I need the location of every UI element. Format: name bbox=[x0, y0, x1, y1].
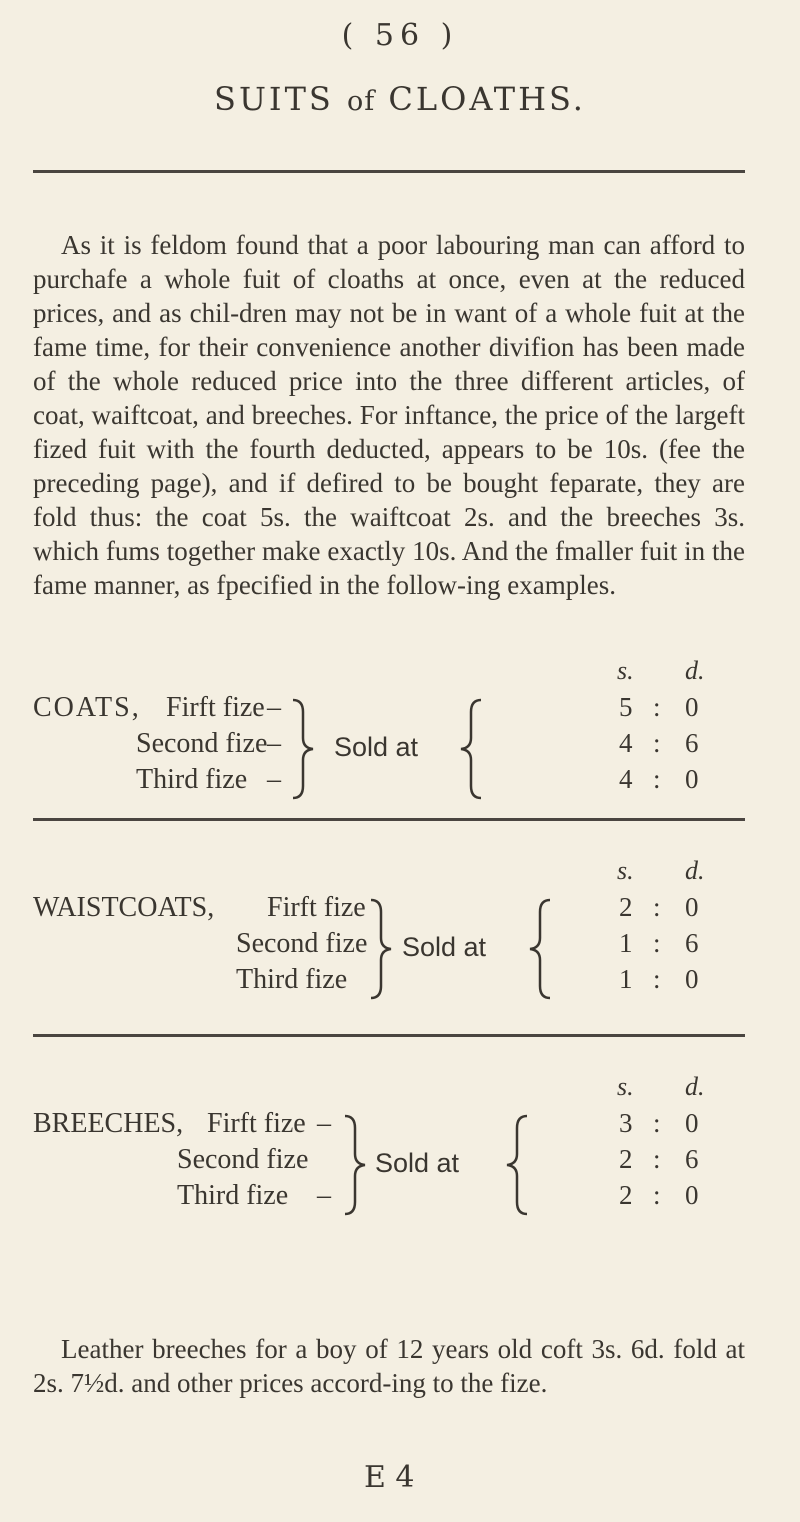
breeches-shillings-2: 2 bbox=[619, 1144, 633, 1174]
breeches-shillings-3: 2 bbox=[619, 1180, 633, 1210]
title-rest: CLOATHS. bbox=[388, 80, 586, 118]
coats-pence-2: 6 bbox=[685, 728, 699, 758]
waistcoats-colon-2: : bbox=[653, 928, 661, 958]
waistcoats-shillings-3: 1 bbox=[619, 964, 633, 994]
title-main: SUITS bbox=[214, 80, 334, 118]
title-of: of bbox=[347, 86, 376, 117]
waistcoats-heading: WAISTCOATS, bbox=[33, 892, 215, 923]
breeches-pence-header: d. bbox=[685, 1072, 705, 1101]
breeches-sold-at: Sold at bbox=[375, 1148, 460, 1178]
coats-dash-1: – bbox=[267, 692, 281, 723]
waistcoats-sold-at: Sold at bbox=[402, 932, 487, 962]
waistcoats-colon-1: : bbox=[653, 892, 661, 922]
coats-size-3: Third fize bbox=[136, 764, 248, 795]
waistcoats-size-3: Third fize bbox=[236, 964, 348, 995]
breeches-dash-3: – bbox=[317, 1180, 331, 1211]
breeches-size-3: Third fize bbox=[177, 1180, 289, 1211]
coats-shillings-header: s. bbox=[617, 656, 634, 685]
coats-size-2: Second fize bbox=[136, 728, 268, 759]
title-rule bbox=[33, 170, 745, 173]
waistcoats-size-1: Firft fize bbox=[267, 892, 366, 923]
coats-colon-1: : bbox=[653, 692, 661, 722]
breeches-colon-1: : bbox=[653, 1108, 661, 1138]
coats-dash-3: – bbox=[267, 764, 281, 795]
intro-paragraph bbox=[33, 228, 745, 602]
footnote-text: Leather breeches for a boy of 12 years old coft 3s. 6d. fold at 2s. 7½d. and other prices accord-ing to the fize. bbox=[33, 1334, 745, 1398]
waistcoats-shillings-header: s. bbox=[617, 856, 634, 885]
coats-pence-3: 0 bbox=[685, 764, 699, 794]
coats-size-1: Firft fize bbox=[166, 692, 265, 723]
coats-shillings-2: 4 bbox=[619, 728, 633, 758]
coats-dash-2: – bbox=[267, 728, 281, 759]
footnote-paragraph bbox=[33, 1332, 745, 1400]
breeches-size-1: Firft fize bbox=[207, 1108, 306, 1139]
coats-shillings-3: 4 bbox=[619, 764, 633, 794]
waistcoats-shillings-1: 2 bbox=[619, 892, 633, 922]
breeches-pence-1: 0 bbox=[685, 1108, 699, 1138]
breeches-right-brace bbox=[503, 1114, 529, 1216]
breeches-pence-3: 0 bbox=[685, 1180, 699, 1210]
breeches-left-brace bbox=[343, 1114, 369, 1216]
waistcoats-colon-3: : bbox=[653, 964, 661, 994]
waistcoats-right-brace bbox=[526, 898, 552, 1000]
coats-pence-1: 0 bbox=[685, 692, 699, 722]
breeches-colon-2: : bbox=[653, 1144, 661, 1174]
page-title bbox=[0, 80, 800, 118]
coats-left-brace bbox=[291, 698, 317, 800]
waistcoats-pence-1: 0 bbox=[685, 892, 699, 922]
page-number: ( 56 ) bbox=[341, 18, 459, 53]
breeches-dash-1: – bbox=[317, 1108, 331, 1139]
waistcoats-left-brace bbox=[369, 898, 395, 1000]
waistcoats-size-2: Second fize bbox=[236, 928, 368, 959]
coats-shillings-1: 5 bbox=[619, 692, 633, 722]
coats-heading: COATS, bbox=[33, 692, 141, 723]
coats-sold-at: Sold at bbox=[334, 732, 419, 762]
coats-rule bbox=[33, 818, 745, 821]
coats-table bbox=[33, 656, 773, 795]
coats-right-brace bbox=[457, 698, 483, 800]
waistcoats-pence-3: 0 bbox=[685, 964, 699, 994]
intro-text: As it is feldom found that a poor labouring man can afford to purchafe a whole fuit of cloaths at once, even at the reduced prices, and as chil-dren may not be in want of a whole fuit at the fame time, for their convenience another divifion has been made of the whole reduced price into the three different articles, of coat, waiftcoat, and breeches. For inftance, the price of the largeft fized fuit with the fourth deducted, appears to be 10s. (fee the preceding page), and if defired to be bought feparate, they are fold thus: the coat 5s. the waiftcoat 2s. and the breeches 3s. which fums together make exactly 10s. And the fmaller fuit in the fame manner, as fpecified in the follow-ing examples. bbox=[33, 230, 745, 600]
waistcoats-pence-header: d. bbox=[685, 856, 705, 885]
breeches-heading: BREECHES, bbox=[33, 1108, 184, 1139]
coats-colon-3: : bbox=[653, 764, 661, 794]
coats-colon-2: : bbox=[653, 728, 661, 758]
breeches-colon-3: : bbox=[653, 1180, 661, 1210]
coats-pence-header: d. bbox=[685, 656, 705, 685]
waistcoats-table bbox=[33, 856, 773, 995]
breeches-pence-2: 6 bbox=[685, 1144, 699, 1174]
signature-mark: E 4 bbox=[364, 1460, 415, 1495]
waistcoats-pence-2: 6 bbox=[685, 928, 699, 958]
waistcoats-shillings-2: 1 bbox=[619, 928, 633, 958]
waistcoats-rule bbox=[33, 1034, 745, 1037]
breeches-size-2: Second fize bbox=[177, 1144, 309, 1175]
breeches-shillings-header: s. bbox=[617, 1072, 634, 1101]
breeches-table bbox=[33, 1072, 773, 1211]
breeches-shillings-1: 3 bbox=[619, 1108, 633, 1138]
